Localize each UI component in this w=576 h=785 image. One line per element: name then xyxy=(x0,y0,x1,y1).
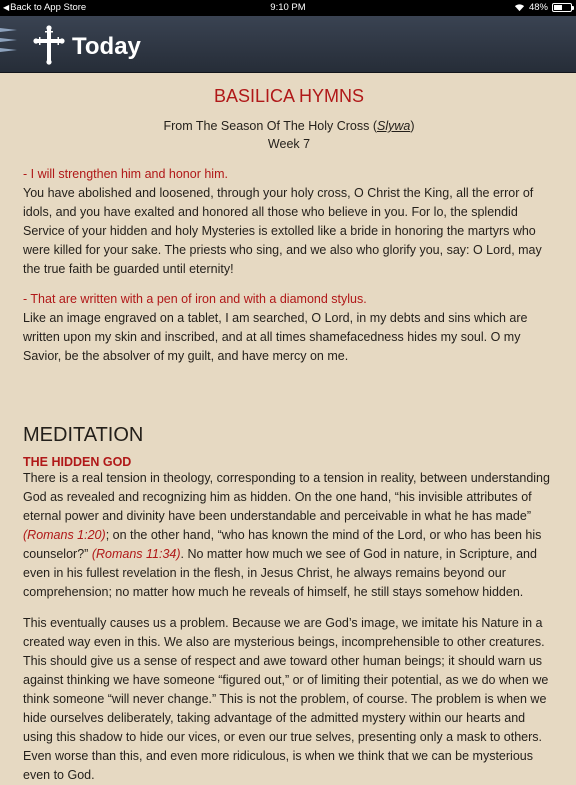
scripture-reference[interactable]: (Romans 1:20) xyxy=(23,528,106,542)
week-label: Week 7 xyxy=(267,137,311,151)
verse-line: - I will strengthen him and honor him. xyxy=(23,167,228,181)
meditation-paragraph: This eventually causes us a problem. Because we are God’s image, we imitate his Nature in a created way even in this. We also are mysterious beings, incomprehensible to other creatures. This should give us a sense of respect and awe toward other human beings; it should warn us against thinking we have someone “figured out,” or of limiting their potential, as we do when we think someone “will never change.” This is not the problem, of course. The problem is when we hide ourselves deliberately, taking advantage of the admitted mystery within our hearts and using this shadow to hide our vices, or even our true selves, presenting only a mask to others. Even worse than this, and even more ridiculous, is when we think that we can be mysterious even to God. xyxy=(23,616,549,782)
hymn-title: BASILICA HYMNS xyxy=(213,86,365,106)
status-time: 9:10 PM xyxy=(270,2,306,13)
status-right xyxy=(514,2,572,13)
meditation-text: There is a real tension in theology, corresponding to a tension in reality, between understanding God as revealed and recognizing him as hidden. On the one hand, “his invisible attributes of eternal power and divinity have been understandable and perceivable in what he has made” xyxy=(23,471,550,523)
nav-bar xyxy=(0,16,576,73)
reading-content xyxy=(23,72,555,785)
menu-tab-icon xyxy=(0,48,17,52)
season-suffix: ) xyxy=(410,119,415,133)
season-prefix: From The Season Of The Holy Cross ( xyxy=(163,119,377,133)
menu-button[interactable] xyxy=(0,28,17,58)
meditation-text: ; on the other hand, “who has known the mind of the Lord, or who has been his counselor?” xyxy=(23,528,542,561)
hymn-subtitle xyxy=(23,117,555,153)
season-line xyxy=(23,117,555,135)
status-bar xyxy=(0,0,576,16)
season-name: Slywa xyxy=(377,119,411,133)
meditation-paragraph xyxy=(23,469,555,602)
wifi-icon xyxy=(514,3,525,12)
meditation-subheading: THE HIDDEN GOD xyxy=(23,455,132,469)
menu-tab-icon xyxy=(0,38,17,42)
battery-icon xyxy=(552,3,572,12)
menu-tab-icon xyxy=(0,28,17,32)
hymn-paragraph: Like an image engraved on a tablet, I am searched, O Lord, in my debts and sins which are written upon my skin and inscribed, and at all times shamefacedness hides my soul. O my Savior, be the absolver of my guilt, and have mercy on me. xyxy=(23,311,528,363)
page-title: Today xyxy=(72,33,141,60)
back-arrow-icon: ◀ xyxy=(3,3,10,12)
meditation-text: . No matter how much we see of God in nature, in Scripture, and even in his fullest revelation in the flesh, in Jesus Christ, he always remains beyond our comprehension; no matter how much he reveals of himself, he still stays somehow hidden. xyxy=(23,547,537,599)
battery-fill xyxy=(554,5,562,10)
cross-icon xyxy=(32,25,66,65)
hymn-paragraph: You have abolished and loosened, through your holy cross, O Christ the King, all the error of idols, and you have exalted and honored all those who believe in you. For lo, the splendid Service of your hidden and holy Mysteries is extolled like a bride in honoring the martyrs who were killed for your sake. The priests who sing, and we also who glorify you, say: O Lord, may the true faith be guarded until eternity! xyxy=(23,186,542,276)
scripture-reference[interactable]: (Romans 11:34) xyxy=(91,547,181,561)
meditation-heading: MEDITATION xyxy=(23,424,144,446)
battery-percent: 48% xyxy=(528,2,548,13)
verse-line: - That are written with a pen of iron and with a diamond stylus. xyxy=(23,292,367,306)
back-label: Back to App Store xyxy=(10,2,87,13)
